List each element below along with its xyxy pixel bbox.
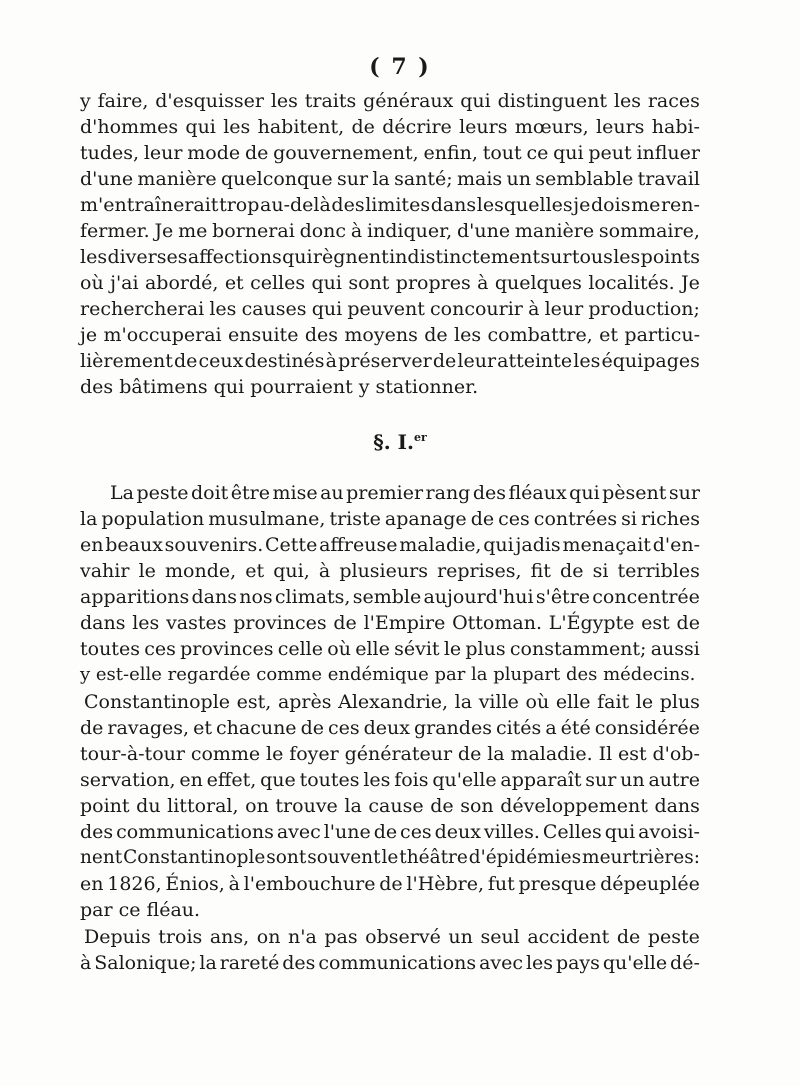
text-line: apparitions dans nos climats, semble aujourd'hui s'être concentrée [80, 586, 700, 608]
text-line: tour-à-tour comme le foyer générateur de la maladie. Il est d'ob- [80, 743, 700, 765]
paragraph-constantinople [80, 689, 700, 923]
paragraph-salonique [80, 924, 700, 976]
text-line: d'hommes qui les habitent, de décrire leurs mœurs, leurs habi- [80, 116, 700, 138]
section-superscript: er [413, 431, 427, 444]
text-line: des bâtimens qui pourraient y stationner. [80, 376, 479, 398]
text-line: m'entraînerait trop au-delà des limites dans lesquelles je dois me ren- [80, 194, 700, 216]
text-line: nent Constantinople sont souvent le théâtre d'épidémies meurtrières: [80, 847, 700, 868]
paragraph-plague-intro [80, 480, 700, 688]
text-line: La peste doit être mise au premier rang des fléaux qui pèsent sur [110, 482, 700, 504]
text-line: tudes, leur mode de gouvernement, enfin, tout ce qui peut influer [80, 142, 700, 164]
text-line: lièrement de ceux destinés à préserver de leur atteinte les équipages [80, 350, 700, 372]
text-line: les diverses affections qui règnent indistinctement sur tous les points [80, 246, 700, 268]
text-line: y est-elle regardée comme endémique par la plupart des médecins. [80, 664, 696, 685]
text-line: fermer. Je me bornerai donc à indiquer, d'une manière sommaire, [80, 220, 700, 242]
text-line: toutes ces provinces celle où elle sévit le plus constamment; aussi [80, 638, 700, 660]
text-line: dans les vastes provinces de l'Empire Ottoman. L'Égypte est de [80, 612, 700, 634]
text-line: à Salonique; la rareté des communications avec les pays qu'elle dé- [80, 952, 700, 974]
page-number: ( 7 ) [369, 54, 431, 80]
text-line: rechercherai les causes qui peuvent concourir à leur production; [80, 298, 700, 320]
text-line: par ce fléau. [80, 899, 201, 921]
text-line: de ravages, et chacune de ces deux grandes cités a été considérée [80, 717, 700, 739]
text-line: des communications avec l'une de ces deux villes. Celles qui avoisi- [80, 821, 700, 843]
intro-paragraph [80, 88, 700, 400]
text-line: en 1826, Énios, à l'embouchure de l'Hèbre, fut presque dépeuplée [80, 873, 700, 895]
text-line: vahir le monde, et qui, à plusieurs reprises, fit de si terribles [80, 560, 700, 582]
text-line: où j'ai abordé, et celles qui sont propres à quelques localités. Je [80, 272, 700, 294]
text-line: Constantinople est, après Alexandrie, la ville où elle fait le plus [84, 691, 700, 713]
text-line: Depuis trois ans, on n'a pas observé un seul accident de peste [84, 926, 700, 948]
text-line: je m'occuperai ensuite des moyens de les combattre, et particu- [80, 324, 700, 346]
section-heading [0, 430, 800, 454]
section-symbol: §. I. [373, 430, 414, 454]
text-line: en beaux souvenirs. Cette affreuse maladie, qui jadis menaçait d'en- [80, 534, 700, 556]
text-line: point du littoral, on trouve la cause de son développement dans [80, 795, 700, 817]
text-line: y faire, d'esquisser les traits généraux qui distinguent les races [80, 90, 700, 112]
text-line: la population musulmane, triste apanage de ces contrées si riches [80, 508, 700, 530]
text-line: servation, en effet, que toutes les fois qu'elle apparaît sur un autre [80, 769, 700, 791]
text-line: d'une manière quelconque sur la santé; mais un semblable travail [80, 168, 700, 190]
